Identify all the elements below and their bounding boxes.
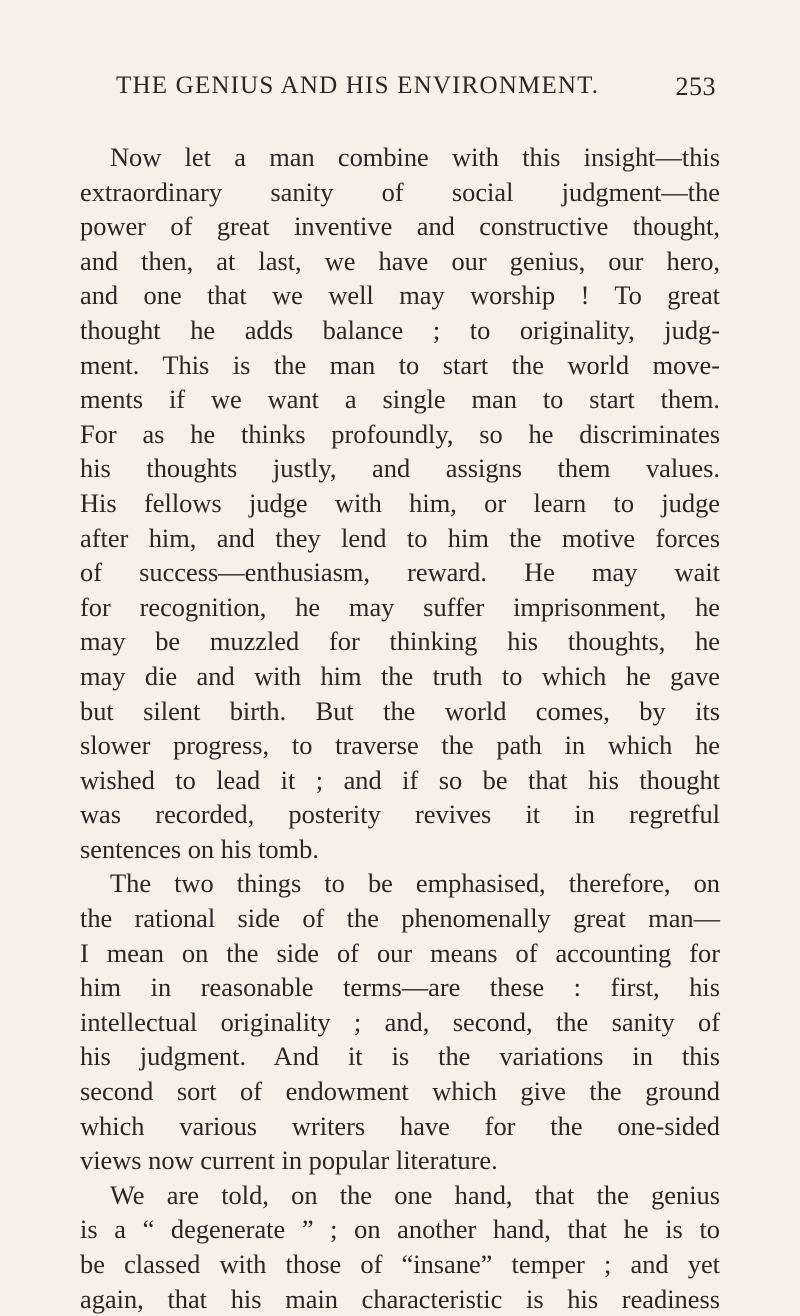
body-text xyxy=(80,140,720,1316)
text-line: is a “ degenerate ” ; on another hand, that he is to xyxy=(80,1214,720,1245)
text-line: for recognition, he may suffer imprisonment, he xyxy=(80,591,720,622)
page-number: 253 xyxy=(675,72,716,101)
text-line: again, that his main characteristic is his readiness xyxy=(80,1283,720,1314)
text-line: We are told, on the one hand, that the genius xyxy=(110,1179,720,1210)
text-line: ment. This is the man to start the world move- xyxy=(80,349,720,380)
text-line: his thoughts justly, and assigns them values. xyxy=(80,453,720,484)
text-line: views now current in popular literature. xyxy=(80,1145,498,1176)
text-line: I mean on the side of our means of accounting for xyxy=(80,937,720,968)
text-line: and then, at last, we have our genius, our hero, xyxy=(80,245,720,276)
text-line: be classed with those of “insane” temper ; and yet xyxy=(80,1249,720,1279)
text-line: wished to lead it ; and if so be that his thought xyxy=(80,764,720,795)
text-line: of success—enthusiasm, reward. He may wait xyxy=(80,557,720,588)
text-line: may die and with him the truth to which he gave xyxy=(80,660,720,691)
text-line: His fellows judge with him, or learn to judge xyxy=(80,487,720,518)
text-line: and one that we well may worship ! To great xyxy=(80,280,720,311)
text-line: The two things to be emphasised, therefore, on xyxy=(110,868,720,899)
text-line: Now let a man combine with this insight—this xyxy=(110,142,720,172)
text-line: intellectual originality ; and, second, the sanity of xyxy=(80,1006,720,1037)
text-line: sentences on his tomb. xyxy=(80,833,319,864)
text-line: second sort of endowment which give the ground xyxy=(80,1076,720,1107)
text-line: was recorded, posterity revives it in regretful xyxy=(80,799,720,830)
text-line: but silent birth. But the world comes, by its xyxy=(80,695,720,726)
text-line: power of great inventive and constructive thought, xyxy=(80,211,720,242)
text-line: may be muzzled for thinking his thoughts, he xyxy=(80,626,720,657)
text-line: slower progress, to traverse the path in which he xyxy=(80,730,720,761)
text-line: which various writers have for the one-sided xyxy=(80,1110,720,1141)
running-head xyxy=(116,72,716,106)
text-line: thought he adds balance ; to originality, judg- xyxy=(80,314,720,345)
text-line: his judgment. And it is the variations in this xyxy=(80,1041,720,1072)
text-line: ments if we want a single man to start them. xyxy=(80,384,720,415)
text-line: the rational side of the phenomenally great man— xyxy=(80,903,720,934)
text-line: For as he thinks profoundly, so he discriminates xyxy=(80,418,720,449)
text-line: after him, and they lend to him the motive forces xyxy=(80,522,720,553)
text-line: extraordinary sanity of social judgment—the xyxy=(80,176,720,207)
running-title: THE GENIUS AND HIS ENVIRONMENT. xyxy=(116,72,600,99)
text-line: him in reasonable terms—are these : first, his xyxy=(80,972,720,1003)
